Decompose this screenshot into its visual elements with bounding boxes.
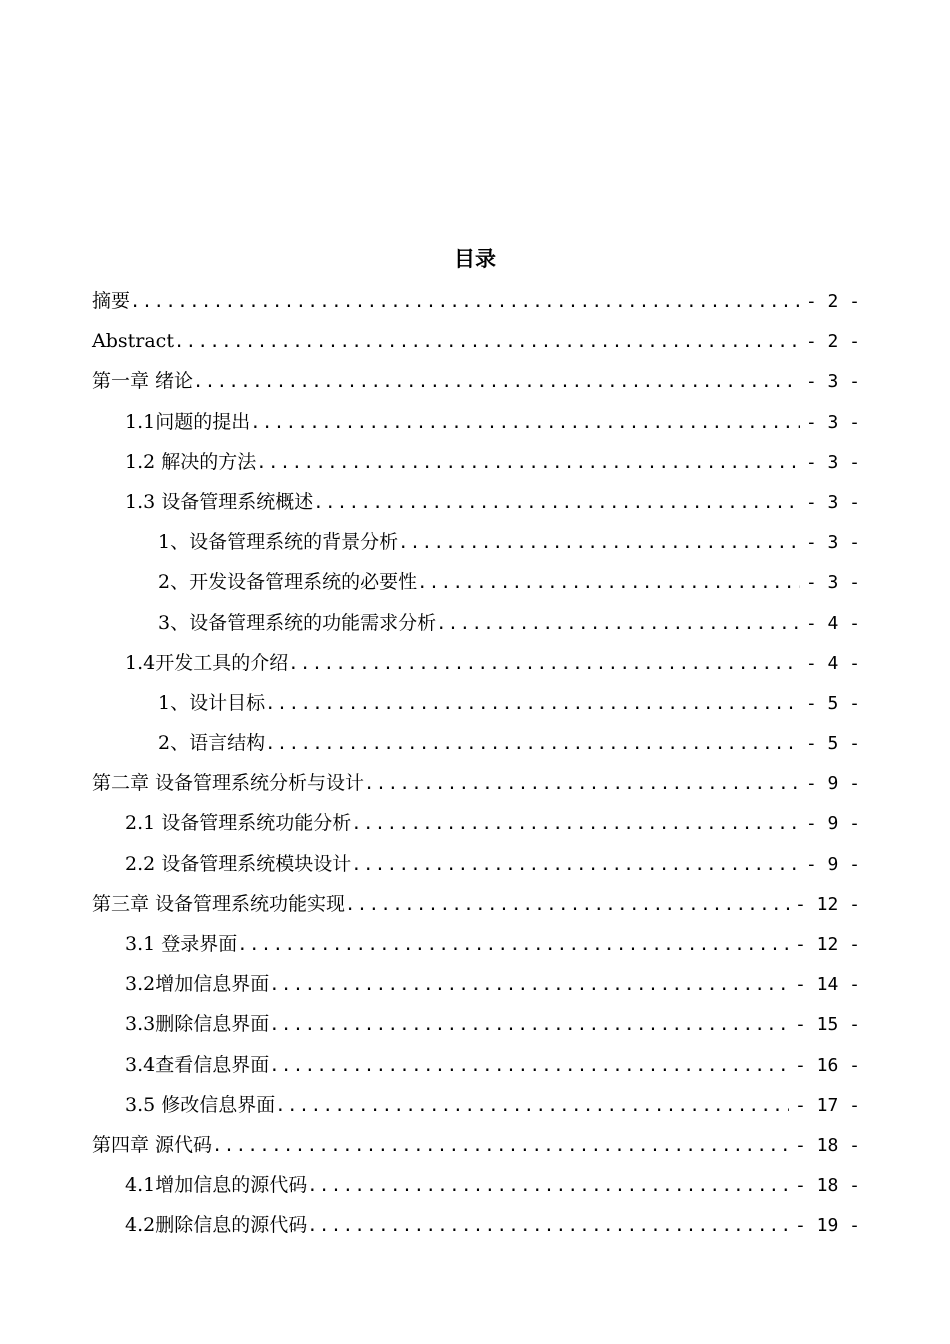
toc-dot-leader	[250, 403, 800, 443]
table-of-contents	[92, 281, 860, 1246]
toc-page-number: - 18 -	[794, 1134, 860, 1156]
toc-dot-leader	[212, 1126, 789, 1166]
toc-entry[interactable]	[92, 803, 860, 843]
toc-entry-title: 1、设计目标	[158, 691, 266, 714]
toc-entry[interactable]	[92, 1045, 860, 1085]
toc-dot-leader	[265, 724, 800, 764]
toc-page-number: - 12 -	[794, 893, 860, 915]
toc-entry-title: 1.4开发工具的介绍	[125, 651, 289, 674]
toc-entry[interactable]	[92, 723, 860, 763]
toc-dot-leader	[269, 1046, 789, 1086]
toc-entry[interactable]	[92, 442, 860, 482]
toc-page-number: - 9 -	[805, 773, 860, 795]
toc-entry[interactable]	[92, 321, 860, 361]
toc-page-number: - 15 -	[794, 1014, 860, 1036]
toc-dot-leader	[269, 965, 789, 1005]
toc-entry-title: 3.2增加信息界面	[125, 973, 270, 996]
toc-entry-title: 3.3删除信息界面	[125, 1013, 270, 1036]
toc-entry-title: 2、语言结构	[158, 732, 266, 755]
toc-entry[interactable]	[92, 1165, 860, 1205]
toc-entry-title: 第三章 设备管理系统功能实现	[92, 892, 346, 915]
toc-entry[interactable]	[92, 562, 860, 602]
toc-entry[interactable]	[92, 844, 860, 884]
toc-title: 目录	[454, 247, 496, 271]
toc-dot-leader	[313, 483, 800, 523]
toc-entry-title: 第二章 设备管理系统分析与设计	[92, 772, 365, 795]
toc-entry[interactable]	[92, 964, 860, 1004]
toc-entry[interactable]	[92, 683, 860, 723]
toc-page-number: - 3 -	[805, 411, 860, 433]
toc-page-number: - 4 -	[805, 612, 860, 634]
toc-page-number: - 3 -	[805, 532, 860, 554]
toc-entry[interactable]	[92, 361, 860, 401]
toc-dot-leader	[417, 563, 800, 603]
toc-entry-title: 1.2 解决的方法	[125, 450, 257, 473]
toc-page-number: - 12 -	[794, 934, 860, 955]
toc-entry[interactable]	[92, 482, 860, 522]
toc-dot-leader	[288, 644, 800, 684]
toc-entry-title: 2、开发设备管理系统的必要性	[158, 571, 418, 594]
toc-entry-title: 1.1问题的提出	[125, 410, 251, 433]
toc-dot-leader	[307, 1166, 789, 1206]
toc-page-number: - 4 -	[805, 652, 860, 674]
toc-page-number: - 3 -	[805, 572, 860, 594]
toc-entry-title: 1、设备管理系统的背景分析	[158, 531, 399, 554]
toc-entry-title: 3.5 修改信息界面	[125, 1093, 276, 1116]
toc-dot-leader	[265, 684, 800, 724]
toc-entry[interactable]	[92, 522, 860, 562]
toc-page-number: - 3 -	[805, 491, 860, 513]
toc-dot-leader	[345, 885, 789, 925]
toc-entry-title: 4.1增加信息的源代码	[125, 1174, 308, 1197]
toc-entry[interactable]	[92, 924, 860, 964]
toc-dot-leader	[174, 322, 800, 362]
toc-page-number: - 2 -	[805, 291, 860, 312]
toc-page-number: - 3 -	[805, 371, 860, 393]
toc-entry-title: 第一章 绪论	[92, 370, 194, 393]
toc-entry-title: 3.1 登录界面	[125, 933, 238, 955]
toc-entry[interactable]	[92, 603, 860, 643]
toc-dot-leader	[351, 845, 800, 885]
toc-entry[interactable]	[92, 1085, 860, 1125]
toc-dot-leader	[130, 282, 800, 322]
toc-entry[interactable]	[92, 1004, 860, 1044]
toc-dot-leader	[269, 1005, 789, 1045]
toc-dot-leader	[364, 764, 800, 804]
toc-entry[interactable]	[92, 884, 860, 924]
toc-dot-leader	[237, 925, 789, 965]
toc-page-number: - 16 -	[794, 1054, 860, 1076]
toc-page-number: - 19 -	[794, 1215, 860, 1237]
toc-page-number: - 2 -	[805, 331, 860, 353]
toc-dot-leader	[351, 804, 800, 844]
toc-dot-leader	[275, 1086, 789, 1126]
toc-entry-title: 3.4查看信息界面	[125, 1053, 270, 1076]
toc-dot-leader	[256, 443, 800, 483]
toc-page-number: - 5 -	[805, 692, 860, 714]
toc-entry-title: 第四章 源代码	[92, 1133, 213, 1156]
toc-entry-title: Abstract	[92, 330, 174, 353]
toc-dot-leader	[193, 362, 800, 402]
toc-dot-leader	[436, 604, 800, 644]
toc-entry[interactable]	[92, 763, 860, 803]
toc-entry[interactable]	[92, 1125, 860, 1165]
toc-page-number: - 5 -	[805, 733, 860, 755]
toc-entry-title: 2.1 设备管理系统功能分析	[125, 812, 352, 835]
toc-entry[interactable]	[92, 643, 860, 683]
toc-page-number: - 17 -	[794, 1094, 860, 1116]
toc-page-number: - 3 -	[805, 451, 860, 473]
toc-entry[interactable]	[92, 402, 860, 442]
toc-entry-title: 摘要	[92, 290, 131, 312]
toc-entry-title: 1.3 设备管理系统概述	[125, 490, 314, 513]
toc-page-number: - 18 -	[794, 1175, 860, 1197]
toc-dot-leader	[307, 1206, 789, 1246]
toc-entry[interactable]	[92, 281, 860, 321]
toc-page-number: - 9 -	[805, 813, 860, 835]
toc-entry-title: 3、设备管理系统的功能需求分析	[158, 611, 437, 634]
toc-entry-title: 2.2 设备管理系统模块设计	[125, 852, 352, 875]
toc-entry[interactable]	[92, 1205, 860, 1245]
toc-entry-title: 4.2删除信息的源代码	[125, 1214, 308, 1237]
toc-dot-leader	[398, 523, 800, 563]
toc-page-number: - 9 -	[805, 853, 860, 875]
toc-page-number: - 14 -	[794, 974, 860, 996]
